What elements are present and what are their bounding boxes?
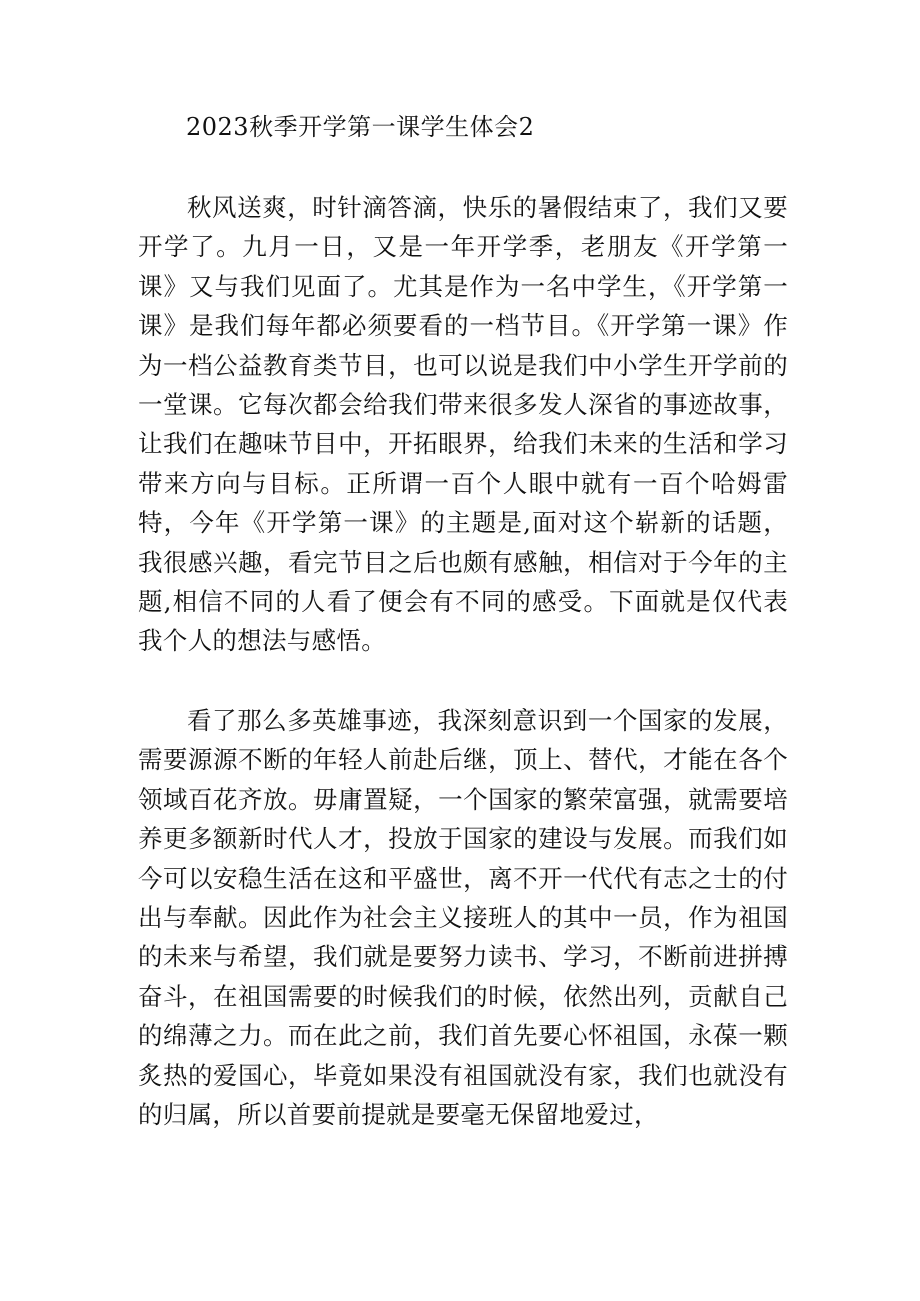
paragraph-1: 秋风送爽，时针滴答滴，快乐的暑假结束了，我们又要开学了。九月一日，又是一年开学季，老朋友《开学第一课》又与我们见面了。尤其是作为一名中学生，《开学第一课》是我们每年都必须要看的一档节目。《开学第一课》作为一档公益教育类节目，也可以说是我们中小学生开学前的一堂课。它每次都会给我们带来很多发人深省的事迹故事，让我们在趣味节目中，开拓眼界，给我们未来的生活和学习带来方向与目标。正所谓一百个人眼中就有一百个哈姆雷特，今年《开学第一课》的主题是,面对这个崭新的话题，我很感兴趣，看完节目之后也颇有感触，相信对于今年的主题,相信不同的人看了便会有不同的感受。下面就是仅代表我个人的想法与感悟。 [138,193,788,656]
paragraph-2: 看了那么多英雄事迹，我深刻意识到一个国家的发展，需要源源不断的年轻人前赴后继，顶上、替代，才能在各个领域百花齐放。毋庸置疑，一个国家的繁荣富强，就需要培养更多额新时代人才，投放于国家的建设与发展。而我们如今可以安稳生活在这和平盛世，离不开一代代有志之士的付出与奉献。因此作为社会主义接班人的其中一员，作为祖国的未来与希望，我们就是要努力读书、学习，不断前进拼搏奋斗，在祖国需要的时候我们的时候，依然出列，贡献自己的绵薄之力。而在此之前，我们首先要心怀祖国，永葆一颗炙热的爱国心，毕竟如果没有祖国就没有家，我们也就没有的归属，所以首要前提就是要毫无保留地爱过， [138,706,788,1130]
document-title: 2023秋季开学第一课学生体会2 [186,113,535,141]
